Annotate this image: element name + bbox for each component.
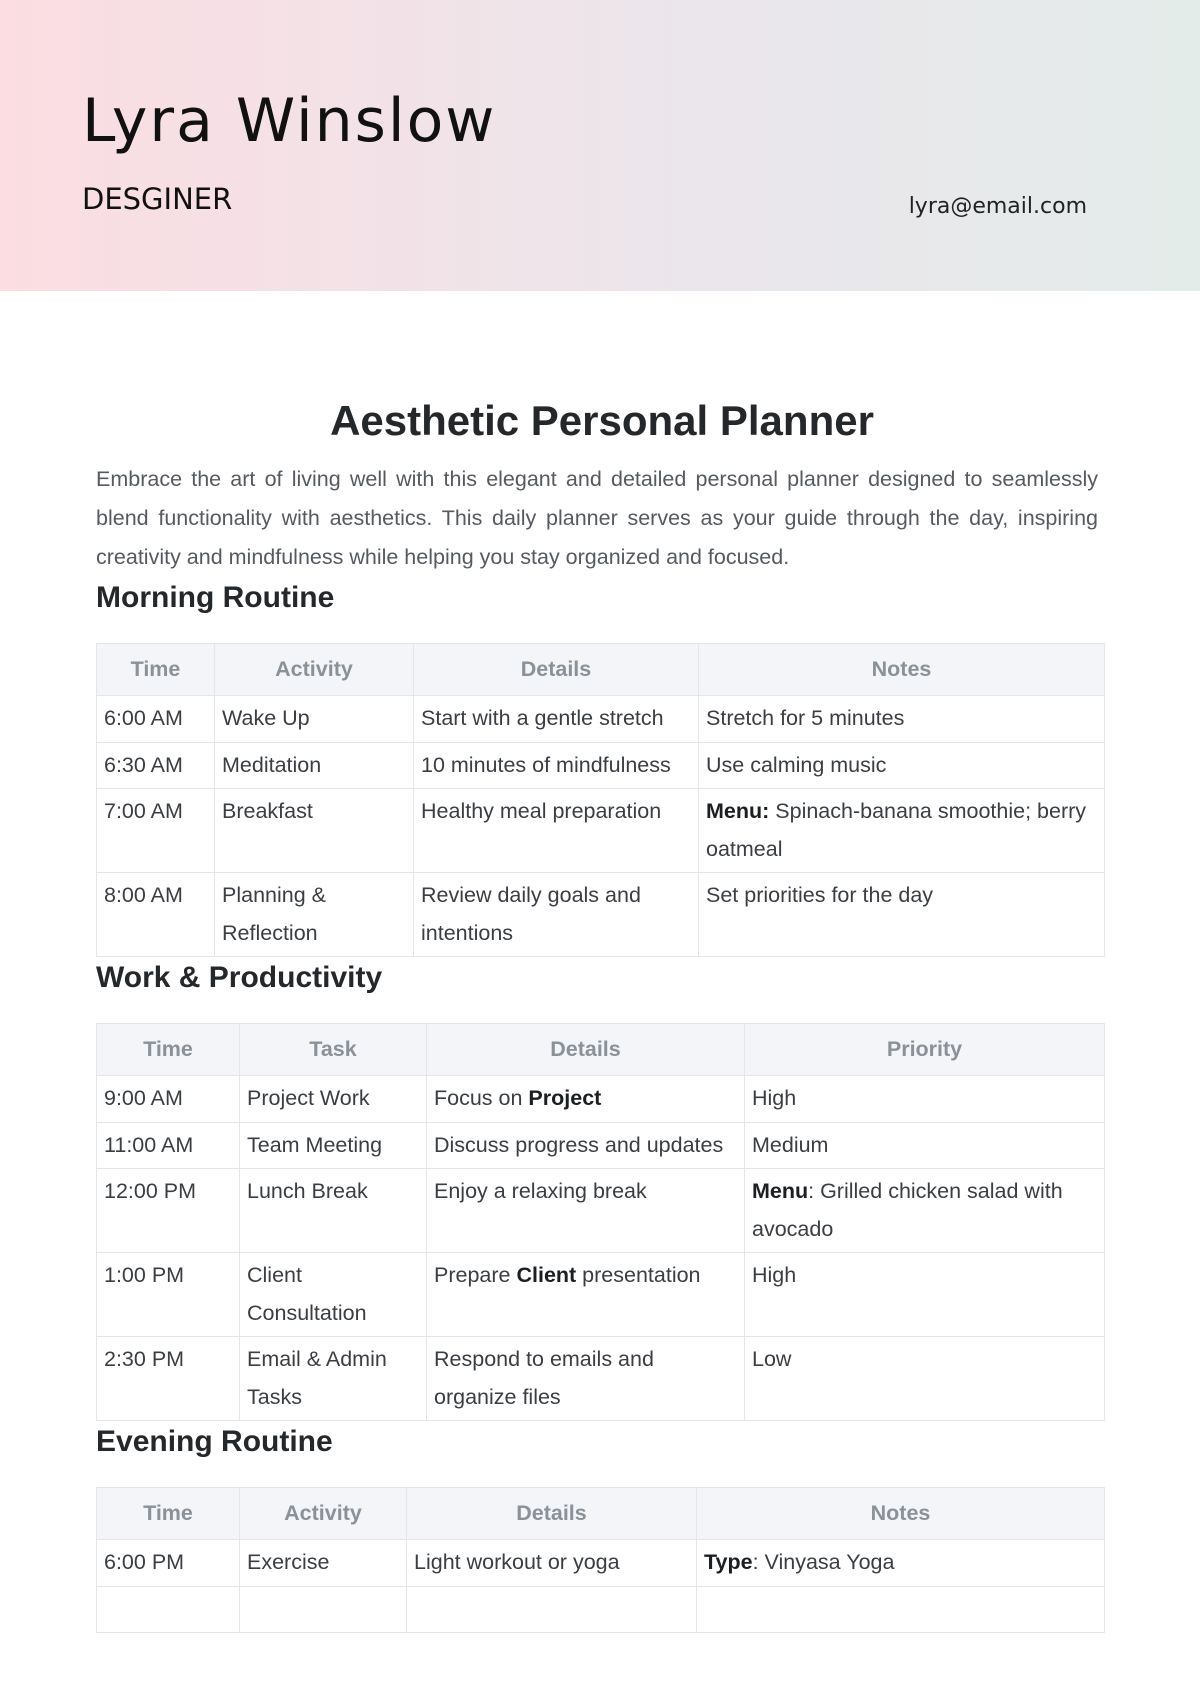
details-cell: Light workout or yoga <box>407 1540 697 1587</box>
column-header: Priority <box>745 1024 1105 1076</box>
time-cell: 6:00 AM <box>97 696 215 743</box>
priority-cell: High <box>745 1076 1105 1123</box>
document-body <box>96 391 1104 1633</box>
column-header: Time <box>97 1488 240 1540</box>
details-cell: 10 minutes of mindfulness <box>414 742 699 789</box>
table-header-row <box>97 644 1105 696</box>
column-header: Time <box>97 644 215 696</box>
details-cell <box>427 1253 745 1337</box>
table-row <box>97 742 1105 789</box>
notes-cell <box>697 1586 1105 1633</box>
section-title-evening: Evening Routine <box>96 1425 333 1458</box>
section-title-morning: Morning Routine <box>96 581 335 614</box>
priority-cell: Low <box>745 1337 1105 1421</box>
activity-cell: Exercise <box>240 1540 407 1587</box>
table-row <box>97 1337 1105 1421</box>
table-row <box>97 1169 1105 1253</box>
column-header: Details <box>414 644 699 696</box>
details-cell: Respond to emails and organize files <box>427 1337 745 1421</box>
evening-routine-table <box>96 1487 1105 1633</box>
column-header: Details <box>427 1024 745 1076</box>
priority-cell: Medium <box>745 1122 1105 1169</box>
activity-cell: Wake Up <box>215 696 414 743</box>
details-cell <box>407 1586 697 1633</box>
table-row <box>97 1076 1105 1123</box>
priority-text: : Grilled chicken salad with avocado <box>752 1179 1063 1241</box>
activity-cell: Meditation <box>215 742 414 789</box>
task-cell: Lunch Break <box>240 1169 427 1253</box>
work-productivity-table <box>96 1023 1105 1421</box>
time-cell: 2:30 PM <box>97 1337 240 1421</box>
table-row <box>97 873 1105 957</box>
task-cell: Client Consultation <box>240 1253 427 1337</box>
details-bold: Client <box>516 1263 577 1287</box>
notes-cell: Set priorities for the day <box>699 873 1105 957</box>
table-row <box>97 696 1105 743</box>
notes-text: Spinach-banana smoothie; berry oatmeal <box>706 799 1087 861</box>
time-cell: 6:00 PM <box>97 1540 240 1587</box>
time-cell: 8:00 AM <box>97 873 215 957</box>
column-header: Notes <box>697 1488 1105 1540</box>
details-cell: Start with a gentle stretch <box>414 696 699 743</box>
section-title-work: Work & Productivity <box>96 961 383 994</box>
time-cell: 9:00 AM <box>97 1076 240 1123</box>
details-bold: Project <box>528 1086 602 1110</box>
notes-cell <box>699 789 1105 873</box>
details-text: Prepare <box>434 1263 517 1287</box>
priority-cell: High <box>745 1253 1105 1337</box>
time-cell: 6:30 AM <box>97 742 215 789</box>
activity-cell: Planning & Reflection <box>215 873 414 957</box>
person-name: Lyra Winslow <box>82 86 497 156</box>
notes-text: : Vinyasa Yoga <box>752 1550 895 1574</box>
column-header: Time <box>97 1024 240 1076</box>
notes-cell: Stretch for 5 minutes <box>699 696 1105 743</box>
morning-routine-table <box>96 643 1105 957</box>
activity-cell <box>240 1586 407 1633</box>
time-cell: 1:00 PM <box>97 1253 240 1337</box>
table-row <box>97 1253 1105 1337</box>
details-text: Focus on <box>434 1086 529 1110</box>
time-cell: 11:00 AM <box>97 1122 240 1169</box>
priority-bold-label: Menu <box>752 1179 809 1203</box>
task-cell: Project Work <box>240 1076 427 1123</box>
priority-cell <box>745 1169 1105 1253</box>
page-title: Aesthetic Personal Planner <box>330 397 874 444</box>
intro-paragraph: Embrace the art of living well with this elegant and detailed personal planner designed to seamlessly blend functionality with aesthetics. This daily planner serves as your guide through the day, inspiring creativity and mindfulness while helping you stay organized and focused. <box>96 467 1098 569</box>
details-cell: Enjoy a relaxing break <box>427 1169 745 1253</box>
time-cell: 7:00 AM <box>97 789 215 873</box>
notes-cell <box>697 1540 1105 1587</box>
notes-bold-label: Type <box>704 1550 753 1574</box>
details-text: presentation <box>576 1263 701 1287</box>
details-cell <box>427 1076 745 1123</box>
task-cell: Team Meeting <box>240 1122 427 1169</box>
table-row <box>97 1540 1105 1587</box>
time-cell <box>97 1586 240 1633</box>
details-cell: Healthy meal preparation <box>414 789 699 873</box>
activity-cell: Breakfast <box>215 789 414 873</box>
column-header: Details <box>407 1488 697 1540</box>
person-role: DESGINER <box>82 182 233 216</box>
details-cell: Discuss progress and updates <box>427 1122 745 1169</box>
table-row <box>97 789 1105 873</box>
table-row <box>97 1586 1105 1633</box>
header-banner <box>0 0 1200 291</box>
person-email[interactable]: lyra@email.com <box>908 194 1087 219</box>
table-row <box>97 1122 1105 1169</box>
table-header-row <box>97 1488 1105 1540</box>
column-header: Activity <box>215 644 414 696</box>
details-cell: Review daily goals and intentions <box>414 873 699 957</box>
time-cell: 12:00 PM <box>97 1169 240 1253</box>
notes-bold-label: Menu: <box>706 799 770 823</box>
task-cell: Email & Admin Tasks <box>240 1337 427 1421</box>
column-header: Activity <box>240 1488 407 1540</box>
table-header-row <box>97 1024 1105 1076</box>
notes-cell: Use calming music <box>699 742 1105 789</box>
column-header: Notes <box>699 644 1105 696</box>
column-header: Task <box>240 1024 427 1076</box>
